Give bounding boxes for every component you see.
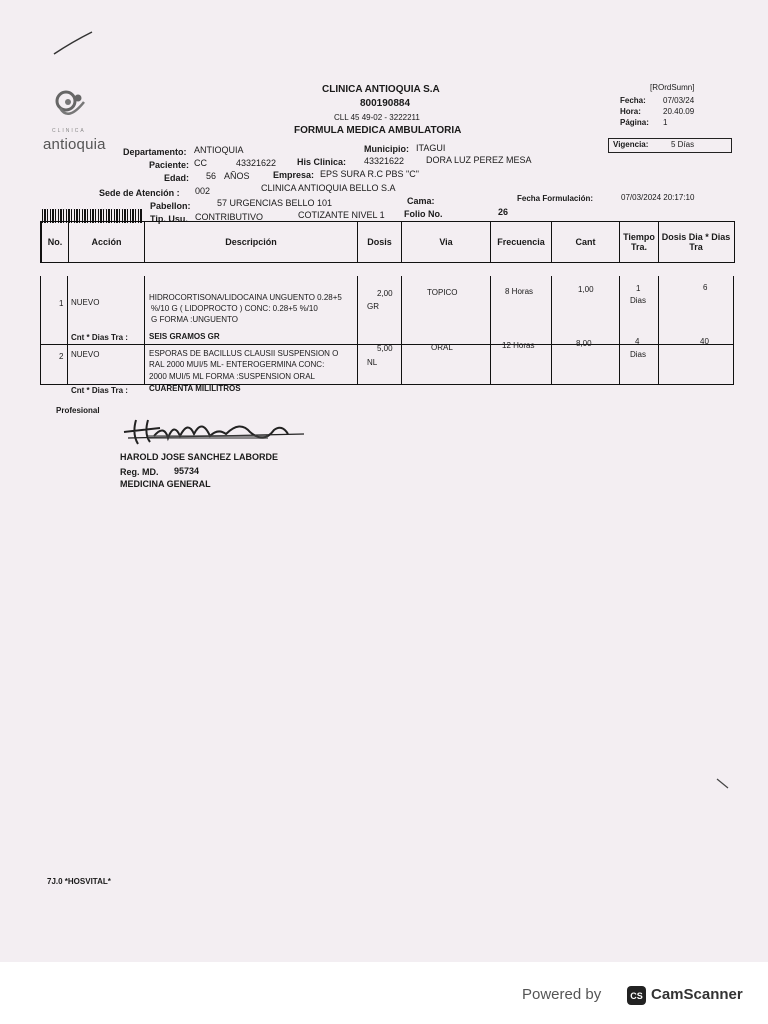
row2-dosis-unit: NL bbox=[367, 358, 378, 367]
clinic-address: CLL 45 49-02 - 3222211 bbox=[334, 113, 420, 122]
edad-label: Edad: bbox=[164, 173, 190, 183]
row1-dosis-unit: GR bbox=[367, 302, 379, 311]
row2-no: 2 bbox=[59, 352, 64, 361]
header-frecuencia: Frecuencia bbox=[491, 222, 552, 262]
hora-value: 20.40.09 bbox=[663, 107, 695, 116]
row1-frecuencia: 8 Horas bbox=[505, 287, 534, 296]
empresa-label: Empresa: bbox=[273, 170, 315, 180]
col-divider bbox=[658, 276, 659, 384]
reg-md-label: Reg. MD. bbox=[120, 467, 159, 477]
vigencia-value: 5 Días bbox=[671, 140, 695, 149]
row1-desc-line2: %/10 G ( LIDOPROCTO ) CONC: 0.28+5 %/10 bbox=[151, 304, 318, 313]
empresa-value: EPS SURA R.C PBS "C" bbox=[320, 169, 419, 179]
hora-label: Hora: bbox=[620, 107, 641, 116]
sede-label: Sede de Atención : bbox=[99, 188, 180, 198]
tipusu-label: Tip. Usu. bbox=[150, 214, 188, 224]
row2-dosis-dia: 40 bbox=[700, 337, 709, 346]
pabellon-label: Pabellon: bbox=[150, 201, 191, 211]
row1-tiempo: 1 bbox=[636, 284, 641, 293]
sede-code: 002 bbox=[195, 186, 211, 196]
row1-no: 1 bbox=[59, 299, 64, 308]
header-via: Via bbox=[402, 222, 491, 262]
col-divider bbox=[67, 276, 68, 384]
table-header bbox=[40, 221, 735, 263]
row2-tiempo-unit: Dias bbox=[630, 350, 647, 359]
fecha-value: 07/03/24 bbox=[663, 96, 695, 105]
col-divider bbox=[490, 276, 491, 384]
row2-cnt-label: Cnt * Dias Tra : bbox=[71, 386, 128, 395]
signature-icon bbox=[118, 414, 308, 454]
row2-accion: NUEVO bbox=[71, 350, 100, 359]
row2-tiempo: 4 bbox=[635, 337, 640, 346]
row1-cnt-text: SEIS GRAMOS GR bbox=[149, 332, 220, 341]
patient-name: DORA LUZ PEREZ MESA bbox=[426, 155, 532, 165]
header-dosis-dia: Dosis Dia * Dias Tra bbox=[661, 232, 731, 252]
profesional-label: Profesional bbox=[56, 406, 100, 415]
camscanner-icon: CS bbox=[627, 986, 646, 1005]
row2-frecuencia: 12 Horas bbox=[502, 341, 535, 350]
vigencia-label: Vigencia: bbox=[613, 140, 649, 149]
pagina-value: 1 bbox=[663, 118, 668, 127]
system-footer: 7J.0 *HOSVITAL* bbox=[47, 877, 111, 886]
row1-tiempo-unit: Dias bbox=[630, 296, 647, 305]
row2-desc-line1: ESPORAS DE BACILLUS CLAUSII SUSPENSION O bbox=[149, 349, 339, 358]
row2-cant: 8,00 bbox=[576, 339, 592, 348]
paciente-doc-number: 43321622 bbox=[236, 158, 277, 168]
header-no: No. bbox=[42, 222, 69, 262]
cama-label: Cama: bbox=[407, 196, 435, 206]
his-clinica-label: His Clinica: bbox=[297, 157, 347, 167]
row1-cant: 1,00 bbox=[578, 285, 594, 294]
reg-md-value: 95734 bbox=[174, 466, 200, 476]
clinic-name: CLINICA ANTIOQUIA S.A bbox=[322, 84, 440, 95]
paciente-doc-type: CC bbox=[194, 158, 207, 168]
header-dosis: Dosis bbox=[358, 222, 402, 262]
professional-specialty: MEDICINA GENERAL bbox=[120, 479, 211, 489]
row2-cnt-text: CUARENTA MILILITROS bbox=[149, 384, 241, 393]
row2-via: ORAL bbox=[431, 343, 453, 352]
vigencia-box bbox=[608, 138, 732, 153]
pabellon-value: 57 URGENCIAS BELLO 101 bbox=[217, 198, 333, 208]
powered-by-text: Powered by bbox=[522, 986, 602, 1003]
row1-desc-line3: G FORMA :UNGUENTO bbox=[151, 315, 238, 324]
logo-small-text: CLINICA bbox=[52, 128, 86, 134]
report-code: [ROrdSumn] bbox=[650, 83, 695, 92]
pagina-label: Página: bbox=[620, 118, 649, 127]
folio-label: Folio No. bbox=[404, 209, 443, 219]
row1-accion: NUEVO bbox=[71, 298, 100, 307]
cotizante-value: COTIZANTE NIVEL 1 bbox=[298, 210, 385, 220]
row2-desc-line2: RAL 2000 MUI/5 ML- ENTEROGERMINA CONC: bbox=[149, 360, 325, 369]
header-accion: Acción bbox=[69, 222, 145, 262]
col-divider bbox=[357, 276, 358, 384]
clinic-nit: 800190884 bbox=[360, 98, 411, 109]
header-descripcion: Descripción bbox=[145, 222, 358, 262]
col-divider bbox=[551, 276, 552, 384]
col-divider bbox=[619, 276, 620, 384]
professional-name: HAROLD JOSE SANCHEZ LABORDE bbox=[120, 452, 279, 462]
row1-cnt-label: Cnt * Dias Tra : bbox=[71, 333, 128, 342]
row2-desc-line3: 2000 MUI/5 ML FORMA :SUSPENSION ORAL bbox=[149, 372, 315, 381]
col-divider bbox=[144, 276, 145, 384]
stray-mark bbox=[716, 778, 730, 790]
fecha-formulacion-value: 07/03/2024 20:17:10 bbox=[621, 193, 695, 202]
edad-value: 56 bbox=[206, 171, 217, 181]
edad-unit: AÑOS bbox=[224, 171, 250, 181]
folio-value: 26 bbox=[498, 207, 509, 217]
his-clinica-number: 43321622 bbox=[364, 156, 405, 166]
row1-via: TOPICO bbox=[427, 288, 458, 297]
header-cant: Cant bbox=[552, 222, 620, 262]
departamento-value: ANTIOQUIA bbox=[194, 145, 244, 155]
header-tiempo: Tiempo Tra. bbox=[620, 222, 659, 262]
table-body bbox=[40, 276, 734, 395]
row2-dosis: 5,00 bbox=[377, 344, 393, 353]
document-title: FORMULA MEDICA AMBULATORIA bbox=[294, 125, 462, 136]
row1-dosis: 2,00 bbox=[377, 289, 393, 298]
municipio-value: ITAGUI bbox=[416, 143, 446, 153]
row1-desc-line1: HIDROCORTISONA/LIDOCAINA UNGUENTO 0.28+5 bbox=[149, 293, 342, 302]
paciente-label: Paciente: bbox=[149, 160, 190, 170]
camscanner-brand: CamScanner bbox=[651, 986, 743, 1003]
row1-dosis-dia: 6 bbox=[703, 283, 708, 292]
logo-text: antioquia bbox=[43, 136, 106, 153]
departamento-label: Departamento: bbox=[123, 147, 187, 157]
municipio-label: Municipio: bbox=[364, 144, 409, 154]
tipusu-value: CONTRIBUTIVO bbox=[195, 212, 264, 222]
fecha-formulacion-label: Fecha Formulación: bbox=[517, 194, 594, 203]
fecha-label: Fecha: bbox=[620, 96, 646, 105]
pen-stroke-mark bbox=[52, 30, 96, 56]
sede-name: CLINICA ANTIOQUIA BELLO S.A bbox=[261, 183, 396, 193]
col-divider bbox=[401, 276, 402, 384]
